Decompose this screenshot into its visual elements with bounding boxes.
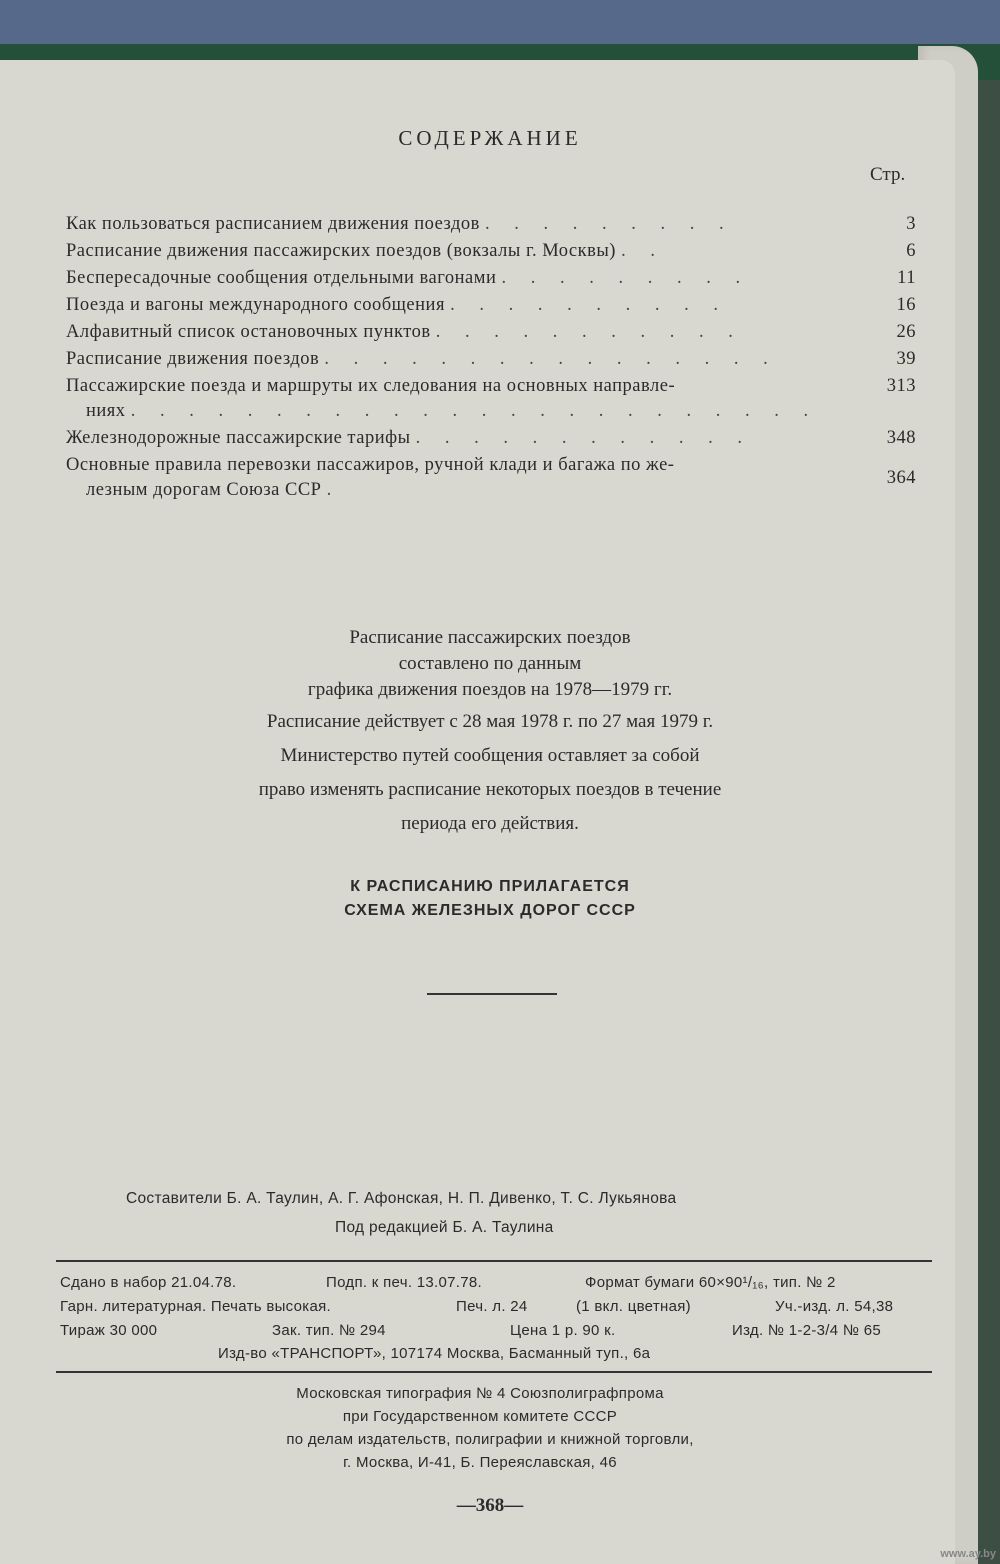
notice-line: Расписание пассажирских поездов: [349, 627, 631, 648]
toc-entry-title: Алфавитный список остановочных пунктов: [66, 322, 431, 342]
toc-entry-title: Расписание движения пассажирских поездов (вокзалы г. Москвы): [66, 241, 616, 261]
notice-line: графика движения поездов на 1978—1979 гг.: [307, 679, 673, 700]
imprint-order-number: Зак. тип. № 294: [272, 1322, 386, 1339]
page-number: —368—: [456, 1495, 524, 1516]
toc-entry: Алфавитный список остановочных пунктов . . . . . . . . . . . 26: [66, 320, 926, 345]
toc-entry: Как пользоваться расписанием движения поездов . . . . . . . . . 3: [66, 212, 926, 237]
printer-line: г. Москва, И-41, Б. Переяславская, 46: [343, 1454, 617, 1471]
imprint-typeset-date: Сдано в набор 21.04.78.: [60, 1274, 237, 1291]
imprint-insert: (1 вкл. цветная): [576, 1298, 691, 1315]
imprint-print-sheets: Печ. л. 24: [456, 1298, 528, 1315]
schedule-notice: [120, 627, 860, 845]
toc-entry: Железнодорожные пассажирские тарифы . . . . . . . . . . . . 348: [66, 426, 926, 451]
toc-entry-title: Железнодорожные пассажирские тарифы: [66, 428, 411, 448]
toc-entry-page: 39: [896, 349, 916, 369]
separator-dash: [427, 993, 557, 995]
toc-entry: Расписание движения поездов . . . . . . . . . . . . . . . . 39: [66, 347, 926, 372]
printer-line: Московская типография № 4 Союзполиграфпрома: [296, 1385, 664, 1402]
imprint-print-run: Тираж 30 000: [60, 1322, 158, 1339]
toc-entry-page: 364: [886, 468, 916, 488]
toc-entry-page: 348: [886, 428, 916, 448]
toc-entry-title: Поезда и вагоны международного сообщения: [66, 295, 445, 315]
toc-entry: Поезда и вагоны международного сообщения . . . . . . . . . . 16: [66, 293, 926, 318]
toc-entry-page: 26: [896, 322, 916, 342]
compilers-line: Составители Б. А. Таулин, А. Г. Афонская, Н. П. Дивенко, Т. С. Лукьянова: [126, 1190, 677, 1207]
toc-entry-title: Пассажирские поезда и маршруты их следования на основных направле-: [66, 376, 676, 396]
notice-line: периода его действия.: [401, 813, 579, 834]
map-note-line-2: СХЕМА ЖЕЛЕЗНЫХ ДОРОГ СССР: [344, 902, 636, 919]
imprint-price: Цена 1 р. 90 к.: [510, 1322, 616, 1339]
notice-line: право изменять расписание некоторых поездов в течение: [258, 779, 722, 800]
imprint-edition-number: Изд. № 1-2-3/4 № 65: [732, 1322, 882, 1339]
toc-entry-page: 3: [906, 214, 916, 234]
toc-entry-title-continued: ниях: [86, 401, 126, 421]
printer-line: при Государственном комитете СССР: [342, 1408, 618, 1425]
toc-entry: Основные правила перевозки пассажиров, ручной клади и багажа по же- лезным дорогам Союза ССР . 364: [66, 455, 916, 500]
imprint-bottom-rule: [56, 1371, 932, 1373]
notice-line: составлено по данным: [398, 653, 582, 674]
imprint-paper-format: Формат бумаги 60×90¹/₁₆, тип. № 2: [585, 1274, 836, 1291]
toc-entry-title: Расписание движения поездов: [66, 349, 320, 369]
editor-line: Под редакцией Б. А. Таулина: [335, 1219, 554, 1236]
toc-entry-page: 11: [897, 268, 916, 288]
watermark-text: www.ay.by: [940, 1548, 996, 1560]
toc-entry-page: 6: [906, 241, 916, 261]
imprint-print-date: Подп. к печ. 13.07.78.: [326, 1274, 483, 1291]
toc-entry-page: 16: [896, 295, 916, 315]
toc-entry-title-continued: лезным дорогам Союза ССР: [86, 480, 322, 500]
toc-entry-title: Как пользоваться расписанием движения поездов: [66, 214, 480, 234]
map-note-line-1: К РАСПИСАНИЮ ПРИЛАГАЕТСЯ: [350, 878, 630, 895]
toc-entry-page: 313: [886, 376, 916, 396]
toc-list: [66, 208, 926, 503]
toc-entry: Беспересадочные сообщения отдельными вагонами . . . . . . . . . 11: [66, 266, 926, 291]
notice-line: Министерство путей сообщения оставляет за собой: [280, 745, 700, 766]
imprint-typeface: Гарн. литературная. Печать высокая.: [60, 1298, 332, 1315]
toc-entry-title: Беспересадочные сообщения отдельными вагонами: [66, 268, 497, 288]
printer-line: по делам издательств, полиграфии и книжной торговли,: [286, 1431, 694, 1448]
toc-entry: Расписание движения пассажирских поездов (вокзалы г. Москвы) . . 6: [66, 239, 926, 264]
toc-entry-title: Основные правила перевозки пассажиров, ручной клади и багажа по же-: [66, 455, 675, 475]
notice-line: Расписание действует с 28 мая 1978 г. по 27 мая 1979 г.: [266, 711, 714, 732]
toc-page-column-label: Стр.: [870, 164, 906, 185]
imprint-top-rule: [56, 1260, 932, 1262]
imprint-publisher: Изд-во «ТРАНСПОРТ», 107174 Москва, Басманный туп., 6а: [218, 1345, 651, 1362]
toc-title: СОДЕРЖАНИЕ: [398, 126, 582, 150]
toc-entry: Пассажирские поезда и маршруты их следования на основных направле- ниях . . . . . . . . . . . . . . . . . . . . . . . . 313: [66, 376, 916, 421]
imprint-publisher-sheets: Уч.-изд. л. 54,38: [775, 1298, 894, 1315]
